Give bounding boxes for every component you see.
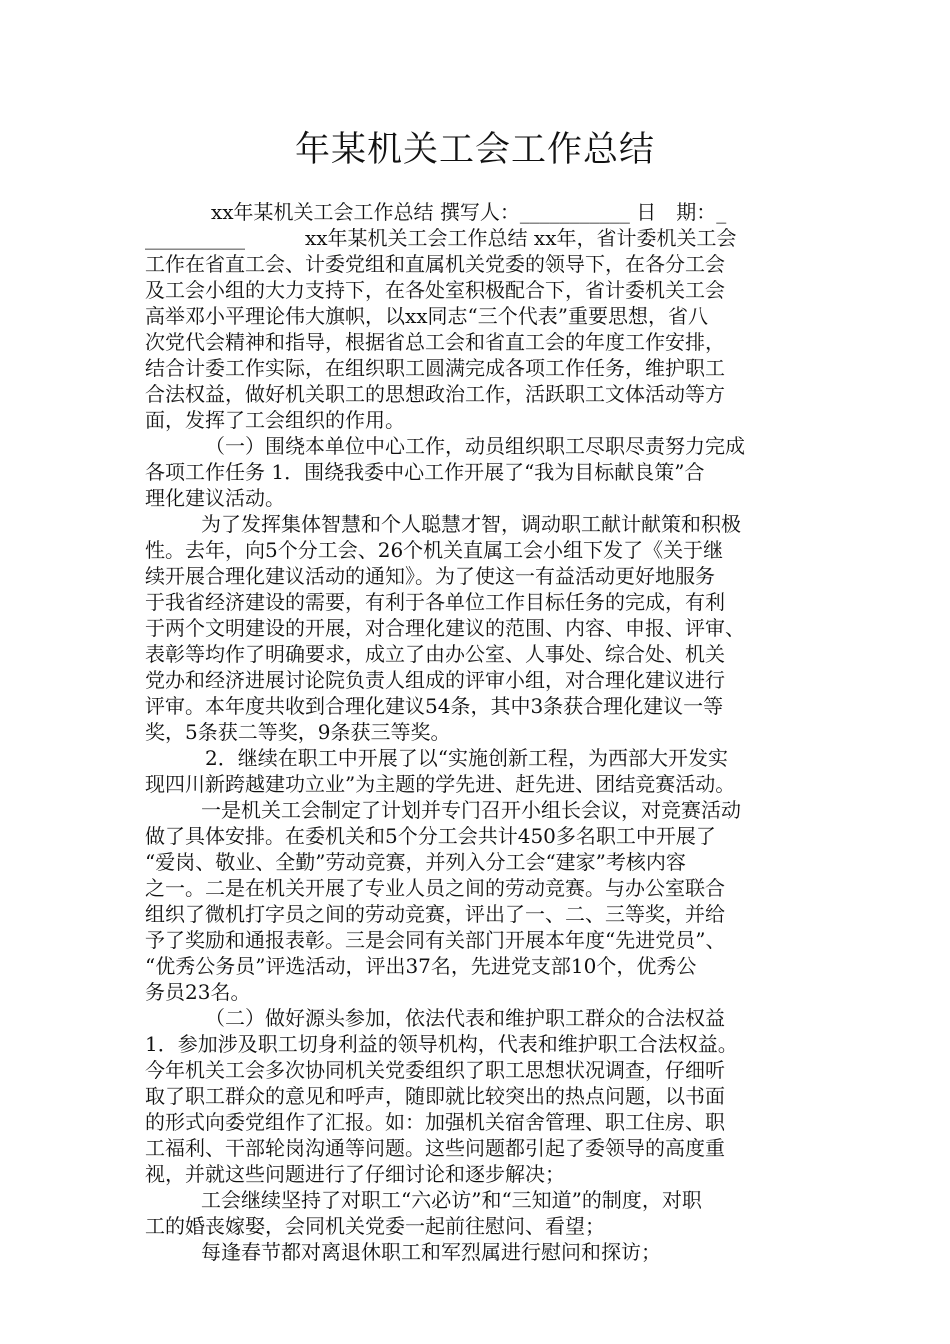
- body-line: 高举邓小平理论伟大旗帜，以xx同志“三个代表”重要思想，省八: [145, 304, 709, 328]
- body-line: 理化建议活动。: [145, 486, 285, 510]
- body-line: __________ xx年某机关工会工作总结 xx年，省计委机关工会: [145, 226, 737, 250]
- body-line: 取了职工群众的意见和呼声，随即就比较突出的热点问题，以书面: [145, 1084, 725, 1108]
- document-title: 年某机关工会工作总结: [294, 130, 655, 170]
- body-line: 视，并就这些问题进行了仔细讨论和逐步解决；: [145, 1162, 565, 1186]
- body-line: 今年机关工会多次协同机关党委组织了职工思想状况调查，仔细听: [145, 1058, 725, 1082]
- body-line: 结合计委工作实际，在组织职工圆满完成各项工作任务，维护职工: [145, 356, 725, 380]
- body-line: 工福利、干部轮岗沟通等问题。这些问题都引起了委领导的高度重: [145, 1136, 725, 1160]
- body-line: 性。去年，向5个分工会、26个机关直属工会小组下发了《关于继: [145, 538, 724, 562]
- body-line: 次党代会精神和指导，根据省总工会和省直工会的年度工作安排，: [145, 330, 725, 354]
- body-line: 于两个文明建设的开展，对合理化建议的范围、内容、申报、评审、: [145, 616, 745, 640]
- body-line: “优秀公务员”评选活动，评出37名，先进党支部10个，优秀公: [145, 954, 697, 978]
- body-line: 各项工作任务 1．围绕我委中心工作开展了“我为目标献良策”合: [145, 460, 705, 484]
- body-line: 务员23名。: [145, 980, 251, 1004]
- body-line: xx年某机关工会工作总结 撰写人：___________ 日 期：_: [211, 200, 727, 224]
- body-line: 予了奖励和通报表彰。三是会同有关部门开展本年度“先进党员”、: [145, 928, 726, 952]
- body-line: 面，发挥了工会组织的作用。: [145, 408, 405, 432]
- body-line: （二）做好源头参加，依法代表和维护职工群众的合法权益: [205, 1006, 725, 1030]
- body-line: 一是机关工会制定了计划并专门召开小组长会议，对竞赛活动: [201, 798, 741, 822]
- body-line: 组织了微机打字员之间的劳动竞赛，评出了一、二、三等奖，并给: [145, 902, 725, 926]
- body-line: 续开展合理化建议活动的通知》。为了使这一有益活动更好地服务: [145, 564, 715, 588]
- body-line: （一）围绕本单位中心工作，动员组织职工尽职尽责努力完成: [205, 434, 745, 458]
- body-line: 表彰等均作了明确要求，成立了由办公室、人事处、综合处、机关: [145, 642, 725, 666]
- body-line: 工作在省直工会、计委党组和直属机关党委的领导下，在各分工会: [145, 252, 725, 276]
- body-line: 做了具体安排。在委机关和5个分工会共计450多名职工中开展了: [145, 824, 716, 848]
- body-line: 评审。本年度共收到合理化建议54条，其中3条获合理化建议一等: [145, 694, 724, 718]
- body-line: 合法权益，做好机关职工的思想政治工作，活跃职工文体活动等方: [145, 382, 725, 406]
- body-line: 每逢春节都对离退休职工和军烈属进行慰问和探访；: [201, 1240, 661, 1264]
- body-line: 现四川新跨越建功立业”为主题的学先进、赶先进、团结竞赛活动。: [145, 772, 736, 796]
- body-line: 于我省经济建设的需要，有利于各单位工作目标任务的完成，有利: [145, 590, 725, 614]
- body-line: 的形式向委党组作了汇报。如：加强机关宿舍管理、职工住房、职: [145, 1110, 725, 1134]
- body-line: 党办和经济进展讨论院负责人组成的评审小组，对合理化建议进行: [145, 668, 725, 692]
- document-body: [145, 199, 825, 1265]
- body-line: 之一。二是在机关开展了专业人员之间的劳动竞赛。与办公室联合: [145, 876, 725, 900]
- body-line: 及工会小组的大力支持下，在各处室积极配合下，省计委机关工会: [145, 278, 725, 302]
- body-line: 为了发挥集体智慧和个人聪慧才智，调动职工献计献策和积极: [201, 512, 741, 536]
- body-line: 1．参加涉及职工切身利益的领导机构，代表和维护职工合法权益。: [145, 1032, 738, 1056]
- body-line: 2．继续在职工中开展了以“实施创新工程，为西部大开发实: [205, 746, 728, 770]
- body-line: “爱岗、敬业、全勤”劳动竞赛，并列入分工会“建家”考核内容: [145, 850, 686, 874]
- body-line: 工的婚丧嫁娶，会同机关党委一起前往慰问、看望；: [145, 1214, 605, 1238]
- body-line: 奖，5条获二等奖，9条获三等奖。: [145, 720, 451, 744]
- body-line: 工会继续坚持了对职工“六必访”和“三知道”的制度，对职: [201, 1188, 702, 1212]
